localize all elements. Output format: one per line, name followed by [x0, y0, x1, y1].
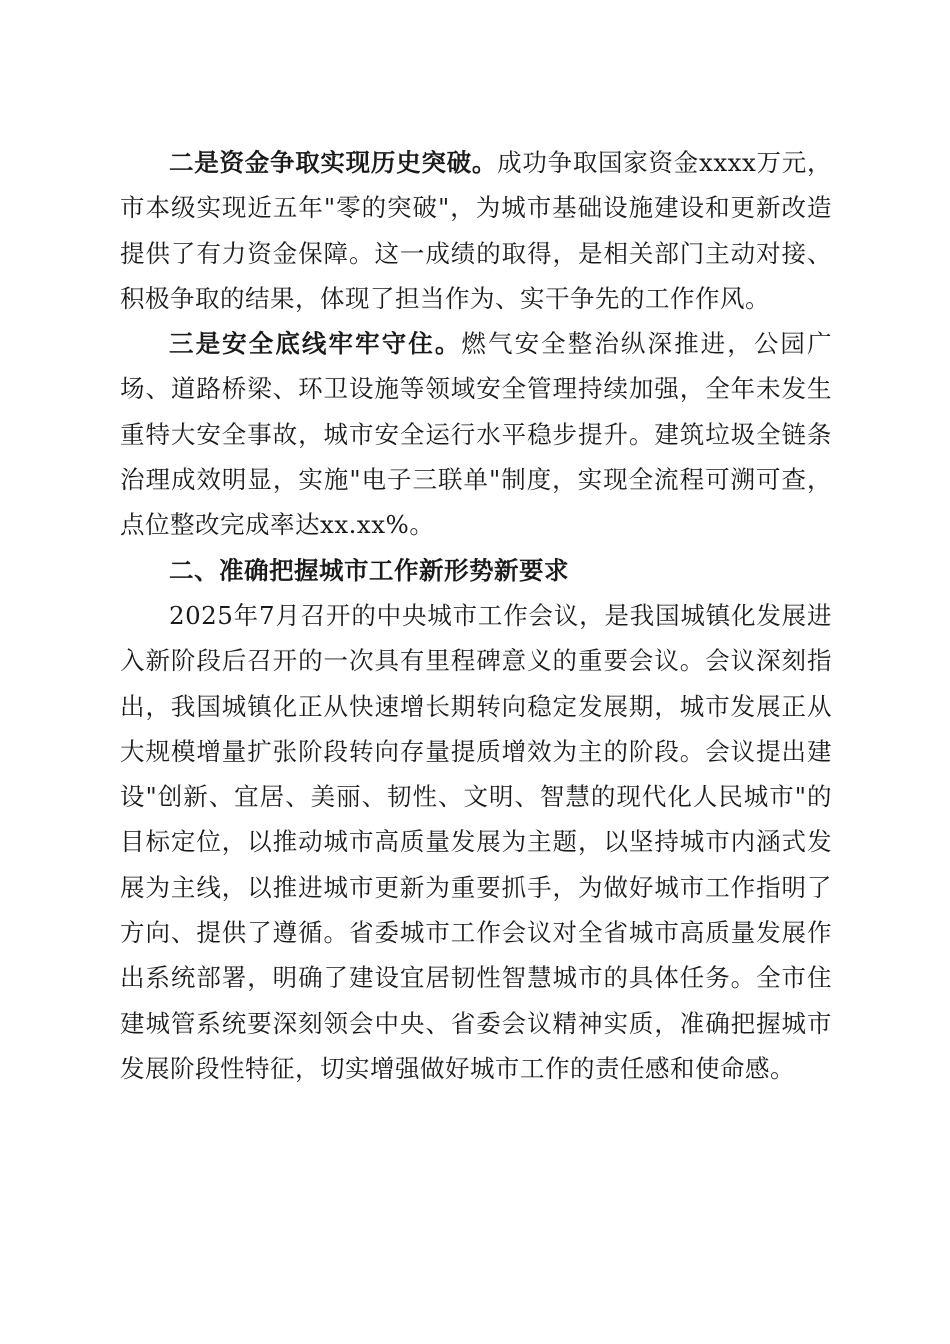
paragraph-section-body: 2025年7月召开的中央城市工作会议，是我国城镇化发展进入新阶段后召开的一次具有里程碑意义的重要会议。会议深刻指出，我国城镇化正从快速增长期转向稳定发展期，城市发展正从大规模增量扩张阶段转向存量提质增效为主的阶段。会议提出建设"创新、宜居、美丽、韧性、文明、智慧的现代化人民城市"的目标定位，以推动城市高质量发展为主题，以坚持城市内涵式发展为主线，以推进城市更新为重要抓手，为做好城市工作指明了方向、提供了遵循。省委城市工作会议对全省城市高质量发展作出系统部署，明确了建设宜居韧性智慧城市的具体任务。全市住建城管系统要深刻领会中央、省委会议精神实质，准确把握城市发展阶段性特征，切实增强做好城市工作的责任感和使命感。	[120, 600, 832, 1083]
section-heading: 二、准确把握城市工作新形势新要求	[169, 555, 569, 585]
document-page	[120, 140, 832, 1091]
paragraph-body: 成功争取国家资金xxxx万元，市本级实现近五年"零的突破"，为城市基础设施建设和更新改造提供了有力资金保障。这一成绩的取得，是相关部门主动对接、积极争取的结果，体现了担当作为、实干争先的工作作风。	[120, 148, 832, 313]
paragraph-lead: 二是资金争取实现历史突破。	[169, 148, 498, 177]
paragraph-lead: 三是安全底线牢牢守住。	[169, 329, 462, 359]
paragraph-safety	[120, 321, 832, 547]
paragraph-body: 燃气安全整治纵深推进，公园广场、道路桥梁、环卫设施等领域安全管理持续加强，全年未发生重特大安全事故，城市安全运行水平稳步提升。建筑垃圾全链条治理成效明显，实施"电子三联单"制度，实现全流程可溯可查，点位整改完成率达xx.xx%。	[120, 329, 833, 540]
paragraph-funding	[120, 140, 832, 321]
